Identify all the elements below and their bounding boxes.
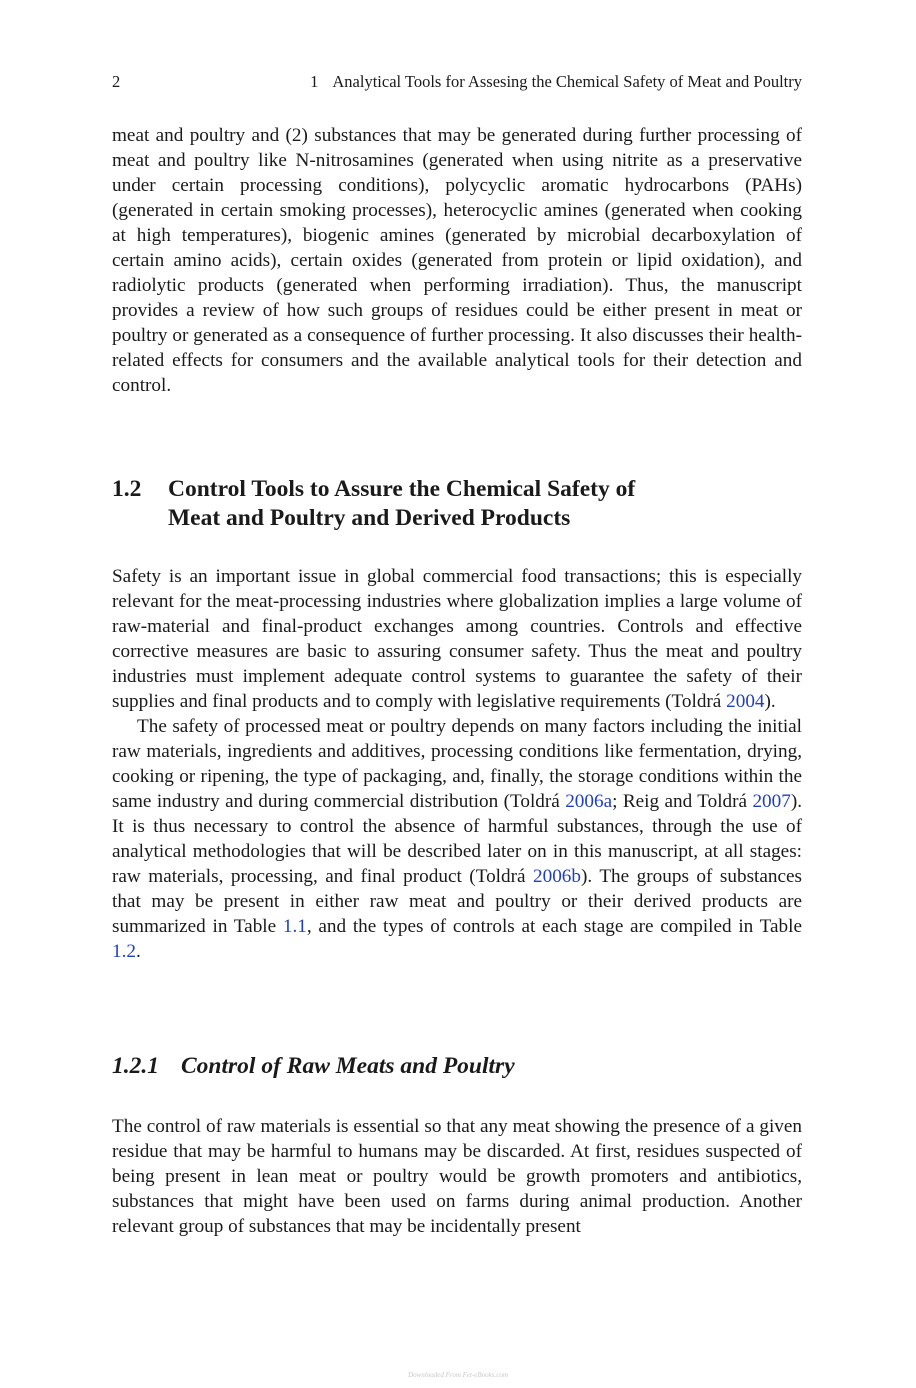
citation-link-reig-toldra-2007[interactable]: 2007 xyxy=(752,791,791,812)
section-heading-1-2 xyxy=(112,475,802,533)
running-header xyxy=(112,70,802,94)
paragraph xyxy=(112,564,802,714)
paragraph-text: ; Reig and Toldrá xyxy=(612,791,753,812)
paragraph xyxy=(112,714,802,964)
paragraph-text: The safety of processed meat or poultry depends on many factors including the initial raw materials, ingredients and additives, processing conditions like fermentation, drying, cooking or ripening, the type of packaging, and, finally, the storage conditions within the same industry and during commercial distribution (Toldrá xyxy=(112,716,802,812)
subsection-title: Control of Raw Meats and Poultry xyxy=(181,1053,515,1079)
paragraph-text: The control of raw materials is essential so that any meat showing the presence of a given residue that may be harmful to humans may be discarded. At first, residues suspected of being present in lean meat or poultry would be growth promoters and antibiotics, substances that might have been used on farms during animal production. Another relevant group of substances that may be incidentally present xyxy=(112,1116,802,1237)
citation-link-toldra-2006a[interactable]: 2006a xyxy=(565,791,613,812)
intro-paragraph-text: meat and poultry and (2) substances that may be generated during further processing of meat and poultry like N-nitrosamines (generated when using nitrite as a preservative under certain processing conditions), polycyclic aromatic hydrocarbons (PAHs) (generated in certain smoking processes), heterocyclic amines (generated when cooking at high temperatures), biogenic amines (generated by microbial decarboxylation of certain amino acids), certain oxides (generated from protein or lipid oxidation), and radiolytic products (generated when performing irradiation). Thus, the manuscript provides a review of how such groups of residues could be either present in meat or poultry or generated as a consequence of further processing. It also discusses their health-related effects for consumers and the available analytical tools for their detection and control. xyxy=(112,125,802,396)
running-title xyxy=(310,70,802,94)
section-number: 1.2 xyxy=(112,476,142,502)
citation-link-toldra-2004[interactable]: 2004 xyxy=(726,691,765,712)
subsection-number: 1.2.1 xyxy=(112,1053,159,1079)
paragraph-text: ). It is thus necessary to control the absence of harmful substances, through the use of analytical methodologies that will be described later on in this manuscript, at all stages: raw materials, processing, and final product (Toldrá xyxy=(112,791,803,887)
section-1-2-body xyxy=(112,564,802,964)
paragraph-text: , and the types of controls at each stage are compiled in Table xyxy=(306,916,802,937)
intro-paragraph xyxy=(112,123,802,398)
section-1-2-1-body xyxy=(112,1114,802,1239)
paragraph-text: ). The groups of substances that may be present in either raw meat and poultry or their derived products are summarized in Table xyxy=(112,866,802,937)
subsection-heading-1-2-1 xyxy=(112,1052,802,1081)
paragraph-text: ). xyxy=(764,691,776,712)
table-link-1-2[interactable]: 1.2 xyxy=(112,941,136,962)
table-link-1-1[interactable]: 1.1 xyxy=(282,916,307,937)
section-title: Control Tools to Assure the Chemical Safety of Meat and Poultry and Derived Products xyxy=(168,476,636,531)
citation-link-toldra-2006b[interactable]: 2006b xyxy=(533,866,581,887)
page-number: 2 xyxy=(112,72,121,91)
paragraph-text: Safety is an important issue in global commercial food transactions; this is especially relevant for the meat-processing industries where globalization implies a large volume of raw-material and final-product exchanges among countries. Controls and effective corrective measures are basic to assuring consumer safety. Thus the meat and poultry industries must implement adequate control systems to guarantee the safety of their supplies and final products and to comply with legislative requirements (Toldrá xyxy=(112,566,802,712)
chapter-number: 1 xyxy=(310,72,319,91)
download-watermark: Downloaded From Fet-eBooks.com xyxy=(408,1371,508,1379)
paragraph-text: . xyxy=(135,941,141,962)
chapter-title: Analytical Tools for Assesing the Chemical Safety of Meat and Poultry xyxy=(332,72,802,91)
